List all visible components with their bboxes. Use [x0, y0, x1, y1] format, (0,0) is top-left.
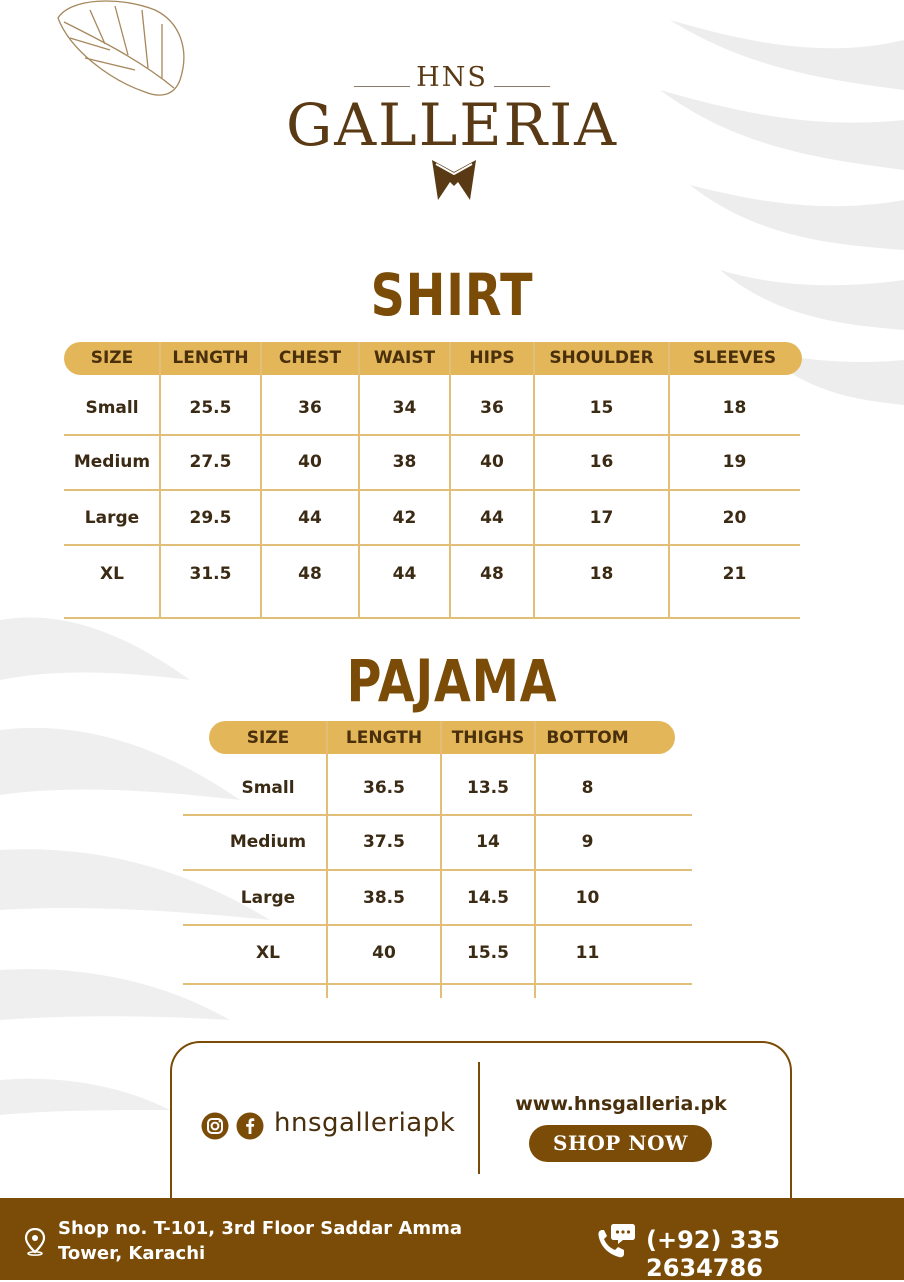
shirt-header-sleeves: SLEEVES	[692, 348, 777, 368]
pajama-row-divider	[183, 869, 692, 871]
shirt-size-label: Medium	[73, 452, 151, 472]
shirt-cell: 16	[589, 452, 614, 472]
shirt-cell: 17	[589, 508, 614, 528]
shirt-header-chest: CHEST	[278, 348, 342, 368]
website-link[interactable]: www.hnsgalleria.pk	[515, 1093, 727, 1115]
shirt-cell: 48	[480, 564, 504, 584]
shop-now-button[interactable]: SHOP NOW	[529, 1125, 712, 1162]
shirt-cell: 42	[392, 508, 417, 528]
pajama-row-divider	[183, 814, 692, 816]
pajama-size-label: Small	[241, 778, 295, 798]
shirt-cell: 44	[298, 508, 322, 528]
pajama-cell: 14.5	[467, 888, 509, 908]
shirt-size-label: XL	[100, 564, 124, 584]
shirt-size-label: Large	[84, 508, 140, 528]
pajama-header-length: LENGTH	[345, 728, 423, 748]
shirt-cell: 40	[480, 452, 504, 472]
shirt-cell: 29.5	[189, 508, 232, 528]
shirt-row-divider	[64, 489, 800, 491]
shirt-cell: 36	[298, 398, 322, 418]
shirt-cell: 15	[589, 398, 614, 418]
facebook-icon[interactable]	[236, 1112, 264, 1140]
pajama-cell: 11	[575, 943, 600, 963]
pajama-size-label: Large	[240, 888, 296, 908]
pajama-header-thighs: THIGHS	[451, 728, 525, 748]
pajama-cell: 36.5	[363, 778, 405, 798]
social-handle[interactable]: hnsgalleriapk	[274, 1108, 456, 1138]
shirt-header-hips: HIPS	[469, 348, 515, 368]
logo-emblem-icon	[432, 160, 476, 200]
shirt-row-divider	[64, 434, 800, 436]
pajama-row-divider	[183, 983, 692, 985]
address-line-2: Tower, Karachi	[58, 1243, 206, 1264]
shirt-header-shoulder: SHOULDER	[549, 348, 654, 368]
instagram-icon[interactable]	[201, 1112, 229, 1140]
pajama-header-size: SIZE	[246, 728, 290, 748]
shirt-cell: 44	[392, 564, 417, 584]
pajama-cell: 9	[581, 832, 594, 852]
pajama-cell: 14	[476, 832, 500, 852]
shirt-header-size: SIZE	[90, 348, 134, 368]
phone-number[interactable]: (+92) 335 2634786	[646, 1226, 780, 1282]
pajama-size-label: XL	[256, 943, 280, 963]
shirt-cell: 19	[722, 452, 747, 472]
pajama-cell: 15.5	[467, 943, 509, 963]
shirt-cell: 36	[480, 398, 504, 418]
pajama-cell: 8	[581, 778, 594, 798]
shirt-row-divider	[64, 544, 800, 546]
shirt-cell: 44	[480, 508, 504, 528]
shirt-cell: 27.5	[189, 452, 232, 472]
shirt-cell: 21	[722, 564, 747, 584]
phone-chat-icon	[596, 1222, 636, 1260]
pajama-row-divider	[183, 924, 692, 926]
card-divider	[478, 1062, 480, 1174]
shirt-cell: 25.5	[189, 398, 232, 418]
shirt-header-length: LENGTH	[172, 348, 249, 368]
pajama-cell: 37.5	[363, 832, 405, 852]
shirt-cell: 34	[392, 398, 417, 418]
pajama-cell: 10	[575, 888, 600, 908]
shirt-size-label: Small	[85, 398, 139, 418]
shirt-row-divider	[64, 617, 800, 619]
shirt-cell: 18	[722, 398, 747, 418]
shirt-cell: 48	[298, 564, 322, 584]
pajama-cell: 13.5	[467, 778, 509, 798]
pajama-size-label: Medium	[229, 832, 307, 852]
logo-top-text: HNS	[416, 62, 488, 93]
pajama-title: PAJAMA	[346, 647, 558, 715]
address-line-1: Shop no. T-101, 3rd Floor Saddar Amma	[58, 1218, 463, 1239]
shirt-cell: 31.5	[189, 564, 232, 584]
shirt-cell: 18	[589, 564, 614, 584]
shirt-cell: 40	[298, 452, 322, 472]
shirt-cell: 20	[722, 508, 747, 528]
location-pin-icon	[24, 1228, 46, 1256]
shirt-header-waist: WAIST	[373, 348, 436, 368]
shirt-cell: 38	[392, 452, 417, 472]
pajama-cell: 38.5	[363, 888, 405, 908]
pajama-header-bottom: BOTTOM	[546, 728, 629, 748]
shirt-title: SHIRT	[370, 261, 534, 329]
logo-main-text: GALLERIA	[285, 91, 619, 159]
pajama-cell: 40	[372, 943, 396, 963]
